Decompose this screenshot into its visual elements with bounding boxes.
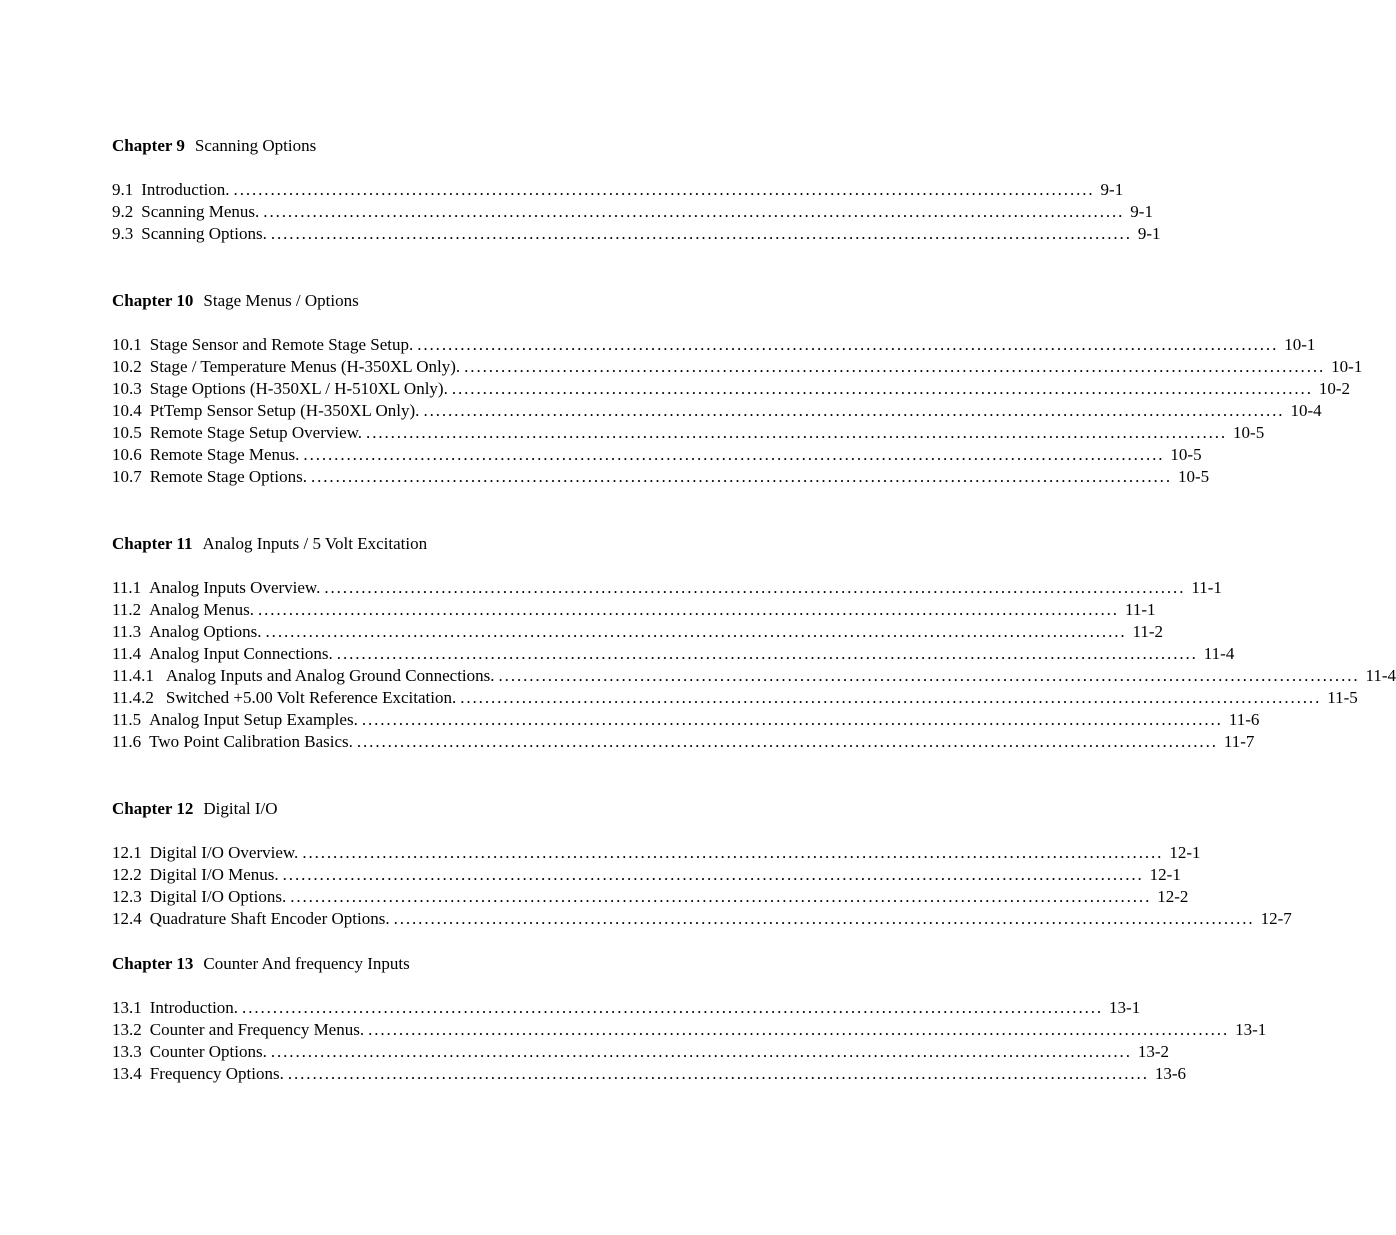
chapter-heading — [112, 798, 841, 820]
dot-leader: ............................................................................................................................................ — [324, 578, 1186, 597]
section-title: Remote Stage Menus. — [149, 445, 300, 464]
dot-leader: ............................................................................................................................................ — [265, 622, 1127, 641]
dot-leader: ............................................................................................................................................ — [303, 445, 1165, 464]
page-number: 12-2 — [1157, 887, 1189, 906]
dot-leader: ............................................................................................................................................ — [451, 379, 1313, 398]
page-number: 11-1 — [1124, 600, 1156, 619]
section-title: Digital I/O Menus. — [149, 865, 279, 884]
chapter-heading — [112, 533, 841, 555]
toc-entry — [112, 621, 1164, 643]
toc-entry — [112, 599, 1156, 621]
chapter-title: Scanning Options — [194, 136, 317, 155]
section-title: Remote Stage Setup Overview. — [149, 423, 363, 442]
dot-leader: ............................................................................................................................................ — [417, 335, 1279, 354]
toc-entry — [112, 444, 1202, 466]
section-number: 10.5 — [112, 423, 142, 442]
page-number: 9-1 — [1100, 180, 1124, 199]
page-number: 13-6 — [1154, 1064, 1187, 1083]
section-number: 12.4 — [112, 909, 142, 928]
toc-entry — [112, 842, 1201, 864]
toc-entry — [112, 643, 1235, 665]
chapter-heading — [112, 290, 841, 312]
toc-subentry — [112, 665, 1396, 687]
chapter-heading — [112, 135, 841, 157]
section-number: 11.5 — [112, 710, 142, 729]
section-number: 12.3 — [112, 887, 142, 906]
dot-leader: ............................................................................................................................................ — [498, 666, 1360, 685]
section-title: Analog Inputs and Analog Ground Connections. — [165, 666, 495, 685]
toc-entry — [112, 864, 1181, 886]
page-number: 13-1 — [1235, 1020, 1267, 1039]
toc-entry — [112, 422, 1265, 444]
dot-leader: ............................................................................................................................................ — [361, 710, 1223, 729]
section-number: 10.2 — [112, 357, 142, 376]
section-number: 11.4 — [112, 644, 142, 663]
table-of-contents — [112, 0, 1396, 1235]
dot-leader: ............................................................................................................................................ — [366, 423, 1228, 442]
toc-entry — [112, 223, 1161, 245]
section-title: Analog Inputs Overview. — [149, 578, 321, 597]
toc-entry — [112, 400, 1322, 422]
section-number: 11.4.2 — [112, 688, 154, 707]
section-number: 13.1 — [112, 998, 142, 1017]
section-title: Stage Options (H-350XL / H-510XL Only). — [149, 379, 448, 398]
dot-leader: ............................................................................................................................................ — [368, 1020, 1230, 1039]
dot-leader: ............................................................................................................................................ — [270, 1042, 1132, 1061]
dot-leader: ............................................................................................................................................ — [233, 180, 1095, 199]
section-title: Analog Input Setup Examples. — [149, 710, 358, 729]
section-title: Analog Options. — [149, 622, 262, 641]
toc-entry — [112, 1063, 1187, 1085]
chapter-title: Digital I/O — [203, 799, 278, 818]
section-title: Analog Menus. — [149, 600, 254, 619]
dot-leader: ............................................................................................................................................ — [290, 887, 1152, 906]
section-title: Stage Sensor and Remote Stage Setup. — [149, 335, 414, 354]
section-number: 11.6 — [112, 732, 142, 751]
section-title: Introduction. — [141, 180, 230, 199]
page-number: 10-5 — [1170, 445, 1202, 464]
section-title: Quadrature Shaft Encoder Options. — [149, 909, 390, 928]
dot-leader: ............................................................................................................................................ — [257, 600, 1119, 619]
section-title: PtTemp Sensor Setup (H-350XL Only). — [149, 401, 420, 420]
section-number: 11.2 — [112, 600, 142, 619]
page-number: 12-1 — [1169, 843, 1201, 862]
dot-leader: ............................................................................................................................................ — [460, 688, 1322, 707]
chapter-label: Chapter 10 — [112, 291, 194, 310]
section-title: Frequency Options. — [149, 1064, 284, 1083]
section-number: 10.4 — [112, 401, 142, 420]
page-number: 11-1 — [1191, 578, 1222, 597]
toc-entry — [112, 356, 1363, 378]
dot-leader: ............................................................................................................................................ — [464, 357, 1326, 376]
section-title: Analog Input Connections. — [149, 644, 333, 663]
page-number: 11-5 — [1327, 688, 1358, 707]
section-number: 11.1 — [112, 578, 142, 597]
toc-entry — [112, 201, 1153, 223]
toc-subentry — [112, 687, 1358, 709]
chapter-label: Chapter 13 — [112, 954, 194, 973]
dot-leader: ............................................................................................................................................ — [270, 224, 1132, 243]
page-number: 10-4 — [1290, 401, 1322, 420]
dot-leader: ............................................................................................................................................ — [287, 1064, 1149, 1083]
chapter-title: Counter And frequency Inputs — [203, 954, 410, 973]
section-number: 9.1 — [112, 180, 134, 199]
toc-entry — [112, 466, 1210, 488]
chapter-11 — [112, 533, 1396, 753]
page-number: 10-1 — [1284, 335, 1316, 354]
section-title: Digital I/O Options. — [149, 887, 287, 906]
page-number: 12-7 — [1260, 909, 1292, 928]
section-number: 10.6 — [112, 445, 142, 464]
section-number: 12.1 — [112, 843, 142, 862]
chapter-entries — [112, 997, 1267, 1085]
page-number: 11-7 — [1223, 732, 1255, 751]
dot-leader: ............................................................................................................................................ — [263, 202, 1125, 221]
toc-entry — [112, 378, 1351, 400]
chapter-label: Chapter 11 — [112, 534, 193, 553]
section-title: Two Point Calibration Basics. — [149, 732, 353, 751]
section-title: Counter Options. — [149, 1042, 267, 1061]
section-number: 13.2 — [112, 1020, 142, 1039]
toc-entry — [112, 334, 1316, 356]
section-number: 10.1 — [112, 335, 142, 354]
toc-entry — [112, 1019, 1267, 1041]
dot-leader: ............................................................................................................................................ — [393, 909, 1255, 928]
section-number: 13.3 — [112, 1042, 142, 1061]
page-number: 11-2 — [1132, 622, 1164, 641]
toc-entry — [112, 731, 1255, 753]
page-number: 9-1 — [1130, 202, 1153, 221]
section-number: 9.3 — [112, 224, 134, 243]
dot-leader: ............................................................................................................................................ — [423, 401, 1285, 420]
section-title: Digital I/O Overview. — [149, 843, 299, 862]
page-number: 12-1 — [1149, 865, 1181, 884]
page-number: 11-4 — [1203, 644, 1235, 663]
page-number: 10-1 — [1331, 357, 1363, 376]
chapter-entries — [112, 842, 1292, 930]
chapter-10 — [112, 290, 1363, 488]
chapter-heading — [112, 953, 841, 975]
dot-leader: ............................................................................................................................................ — [336, 644, 1198, 663]
chapter-title: Analog Inputs / 5 Volt Excitation — [202, 534, 428, 553]
chapter-title: Stage Menus / Options — [203, 291, 359, 310]
chapter-entries — [112, 179, 1161, 245]
chapter-13 — [112, 953, 1267, 1085]
toc-entry — [112, 908, 1292, 930]
dot-leader: ............................................................................................................................................ — [302, 843, 1164, 862]
chapter-entries — [112, 577, 1396, 753]
section-number: 12.2 — [112, 865, 142, 884]
page-number: 10-5 — [1233, 423, 1265, 442]
toc-entry — [112, 1041, 1170, 1063]
dot-leader: ............................................................................................................................................ — [310, 467, 1172, 486]
page-number: 13-2 — [1137, 1042, 1170, 1061]
toc-entry — [112, 577, 1222, 599]
chapter-label: Chapter 9 — [112, 136, 185, 155]
dot-leader: ............................................................................................................................................ — [282, 865, 1144, 884]
page-number: 10-5 — [1177, 467, 1210, 486]
dot-leader: ............................................................................................................................................ — [242, 998, 1104, 1017]
toc-entry — [112, 709, 1260, 731]
page-number: 9-1 — [1137, 224, 1161, 243]
section-number: 9.2 — [112, 202, 134, 221]
section-title: Stage / Temperature Menus (H-350XL Only). — [149, 357, 461, 376]
section-title: Scanning Menus. — [141, 202, 260, 221]
page-number: 13-1 — [1109, 998, 1141, 1017]
section-number: 11.3 — [112, 622, 142, 641]
page-number: 11-6 — [1228, 710, 1260, 729]
chapter-12 — [112, 798, 1292, 930]
dot-leader: ............................................................................................................................................ — [356, 732, 1218, 751]
section-number: 11.4.1 — [112, 666, 154, 685]
chapter-entries — [112, 334, 1363, 488]
section-title: Introduction. — [149, 998, 239, 1017]
section-title: Counter and Frequency Menus. — [149, 1020, 365, 1039]
section-title: Scanning Options. — [141, 224, 267, 243]
chapter-9 — [112, 135, 1161, 245]
section-title: Switched +5.00 Volt Reference Excitation. — [165, 688, 457, 707]
section-number: 10.7 — [112, 467, 142, 486]
section-number: 13.4 — [112, 1064, 142, 1083]
toc-entry — [112, 179, 1124, 201]
chapter-label: Chapter 12 — [112, 799, 194, 818]
page-number: 10-2 — [1318, 379, 1351, 398]
section-title: Remote Stage Options. — [149, 467, 307, 486]
section-number: 10.3 — [112, 379, 142, 398]
toc-entry — [112, 886, 1189, 908]
page-number: 11-4 — [1365, 666, 1396, 685]
toc-entry — [112, 997, 1141, 1019]
